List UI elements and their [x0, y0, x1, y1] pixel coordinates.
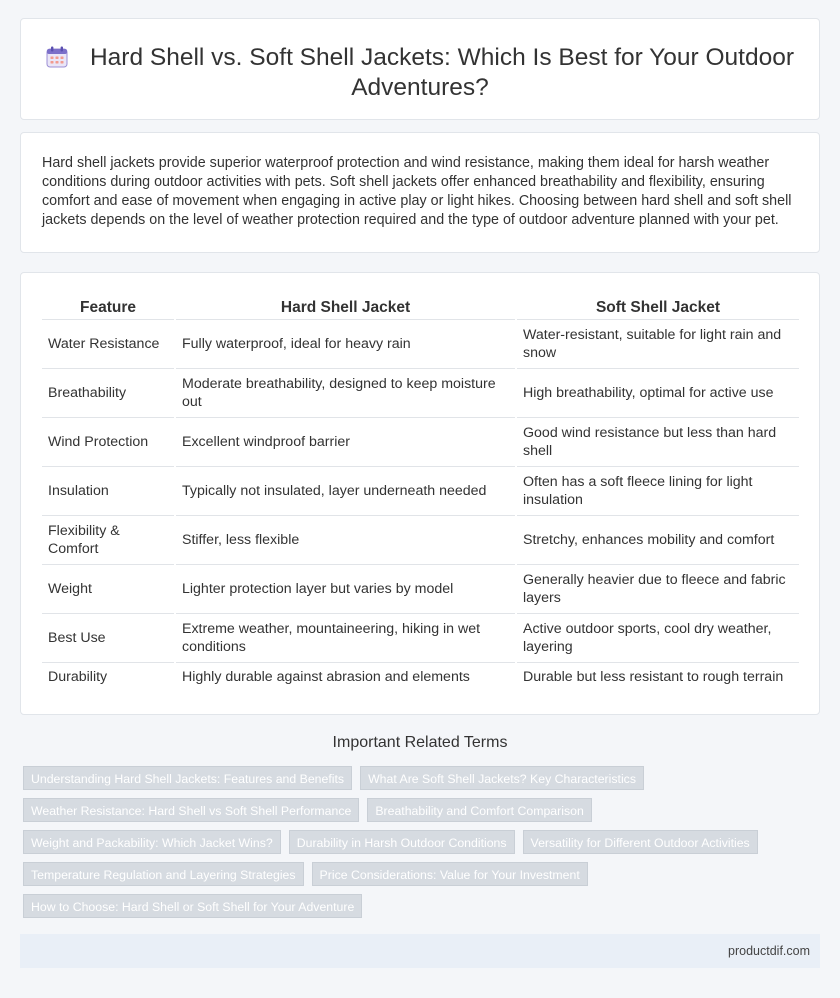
- related-term-link[interactable]: Weather Resistance: Hard Shell vs Soft Shell Performance: [23, 798, 359, 822]
- cell-feature: Flexibility & Comfort: [42, 515, 175, 564]
- cell-hard-shell: Extreme weather, mountaineering, hiking in wet conditions: [175, 613, 516, 662]
- header-hard-shell: Hard Shell Jacket: [175, 292, 516, 319]
- cell-feature: Wind Protection: [42, 417, 175, 466]
- cell-hard-shell: Excellent windproof barrier: [175, 417, 516, 466]
- related-terms-list: [23, 766, 813, 918]
- cell-soft-shell: High breathability, optimal for active use: [516, 368, 799, 417]
- comparison-card: [20, 272, 820, 715]
- cell-soft-shell: Often has a soft fleece lining for light insulation: [516, 466, 799, 515]
- cell-soft-shell: Good wind resistance but less than hard shell: [516, 417, 799, 466]
- cell-soft-shell: Stretchy, enhances mobility and comfort: [516, 515, 799, 564]
- table-row: [42, 466, 799, 515]
- cell-feature: Weight: [42, 564, 175, 613]
- page-title: Hard Shell vs. Soft Shell Jackets: Which Is Best for Your Outdoor Adventures?: [89, 44, 795, 101]
- page-title-wrap: [21, 43, 819, 103]
- calendar-icon: [46, 46, 68, 68]
- header-feature: Feature: [42, 292, 175, 319]
- table-row: [42, 515, 799, 564]
- cell-hard-shell: Highly durable against abrasion and elements: [175, 662, 516, 692]
- footer-site-link[interactable]: productdif.com: [728, 944, 810, 958]
- cell-soft-shell: Generally heavier due to fleece and fabric layers: [516, 564, 799, 613]
- cell-hard-shell: Moderate breathability, designed to keep moisture out: [175, 368, 516, 417]
- cell-soft-shell: Active outdoor sports, cool dry weather, layering: [516, 613, 799, 662]
- related-term-link[interactable]: Weight and Packability: Which Jacket Wins?: [23, 830, 281, 854]
- header-card: [20, 18, 820, 120]
- table-row: [42, 613, 799, 662]
- table-row: [42, 319, 799, 368]
- cell-hard-shell: Lighter protection layer but varies by model: [175, 564, 516, 613]
- header-soft-shell: Soft Shell Jacket: [516, 292, 799, 319]
- cell-hard-shell: Typically not insulated, layer underneath needed: [175, 466, 516, 515]
- cell-feature: Water Resistance: [42, 319, 175, 368]
- table-row: [42, 417, 799, 466]
- cell-soft-shell: Water-resistant, suitable for light rain and snow: [516, 319, 799, 368]
- comparison-table: [42, 292, 799, 692]
- related-term-link[interactable]: Understanding Hard Shell Jackets: Features and Benefits: [23, 766, 352, 790]
- related-term-link[interactable]: How to Choose: Hard Shell or Soft Shell for Your Adventure: [23, 894, 362, 918]
- cell-soft-shell: Durable but less resistant to rough terrain: [516, 662, 799, 692]
- table-header-row: [42, 292, 799, 319]
- related-term-link[interactable]: Price Considerations: Value for Your Investment: [312, 862, 588, 886]
- intro-card: [20, 132, 820, 253]
- related-term-link[interactable]: Breathability and Comfort Comparison: [367, 798, 591, 822]
- cell-hard-shell: Stiffer, less flexible: [175, 515, 516, 564]
- table-row: [42, 368, 799, 417]
- related-terms-title: Important Related Terms: [332, 734, 508, 751]
- cell-feature: Breathability: [42, 368, 175, 417]
- cell-feature: Durability: [48, 669, 108, 686]
- footer: [20, 934, 820, 968]
- table-row: [42, 662, 799, 692]
- cell-feature: Insulation: [42, 466, 175, 515]
- table-row: [42, 564, 799, 613]
- related-term-link[interactable]: Versatility for Different Outdoor Activities: [523, 830, 758, 854]
- cell-feature: Best Use: [42, 613, 175, 662]
- related-term-link[interactable]: Temperature Regulation and Layering Strategies: [23, 862, 304, 886]
- related-term-link[interactable]: What Are Soft Shell Jackets? Key Characteristics: [360, 766, 644, 790]
- related-term-link[interactable]: Durability in Harsh Outdoor Conditions: [289, 830, 515, 854]
- intro-text: Hard shell jackets provide superior waterproof protection and wind resistance, making them ideal for harsh weather conditions during outdoor activities with pets. Soft shell jackets offer enhanced breathability and flexibility, ensuring comfort and ease of movement when engaging in active play or light hikes. Choosing between hard shell and soft shell jackets depends on the level of weather protection required and the type of outdoor adventure planned with your pet.: [42, 155, 792, 228]
- cell-hard-shell: Fully waterproof, ideal for heavy rain: [175, 319, 516, 368]
